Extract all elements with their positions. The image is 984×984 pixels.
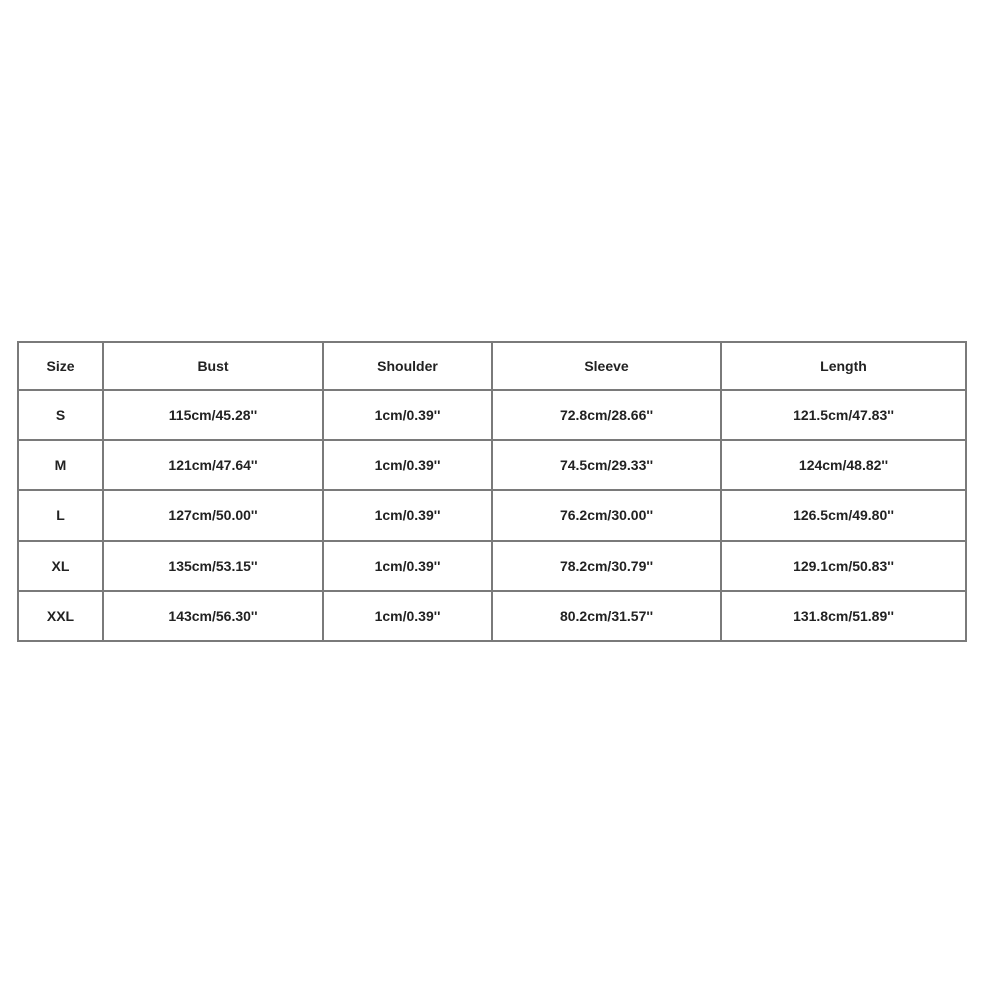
cell-size: XXL	[19, 592, 104, 642]
cell-length: 126.5cm/49.80''	[722, 491, 967, 541]
table-row	[19, 491, 967, 541]
cell-sleeve: 72.8cm/28.66''	[493, 391, 722, 441]
cell-shoulder: 1cm/0.39''	[324, 491, 493, 541]
cell-bust: 135cm/53.15''	[104, 542, 324, 592]
cell-sleeve: 74.5cm/29.33''	[493, 441, 722, 491]
header-sleeve: Sleeve	[493, 343, 722, 391]
table-header-row	[19, 343, 967, 391]
cell-size: XL	[19, 542, 104, 592]
cell-bust: 127cm/50.00''	[104, 491, 324, 541]
cell-bust: 143cm/56.30''	[104, 592, 324, 642]
table-row	[19, 592, 967, 642]
cell-size: S	[19, 391, 104, 441]
cell-length: 121.5cm/47.83''	[722, 391, 967, 441]
cell-bust: 121cm/47.64''	[104, 441, 324, 491]
cell-shoulder: 1cm/0.39''	[324, 592, 493, 642]
cell-shoulder: 1cm/0.39''	[324, 391, 493, 441]
table-row	[19, 391, 967, 441]
header-size: Size	[19, 343, 104, 391]
cell-sleeve: 80.2cm/31.57''	[493, 592, 722, 642]
cell-length: 129.1cm/50.83''	[722, 542, 967, 592]
cell-shoulder: 1cm/0.39''	[324, 542, 493, 592]
cell-size: L	[19, 491, 104, 541]
cell-sleeve: 76.2cm/30.00''	[493, 491, 722, 541]
cell-shoulder: 1cm/0.39''	[324, 441, 493, 491]
cell-length: 124cm/48.82''	[722, 441, 967, 491]
cell-length: 131.8cm/51.89''	[722, 592, 967, 642]
cell-bust: 115cm/45.28''	[104, 391, 324, 441]
header-length: Length	[722, 343, 967, 391]
table-row	[19, 542, 967, 592]
size-chart-table	[17, 341, 967, 642]
cell-sleeve: 78.2cm/30.79''	[493, 542, 722, 592]
table-row	[19, 441, 967, 491]
header-shoulder: Shoulder	[324, 343, 493, 391]
header-bust: Bust	[104, 343, 324, 391]
cell-size: M	[19, 441, 104, 491]
